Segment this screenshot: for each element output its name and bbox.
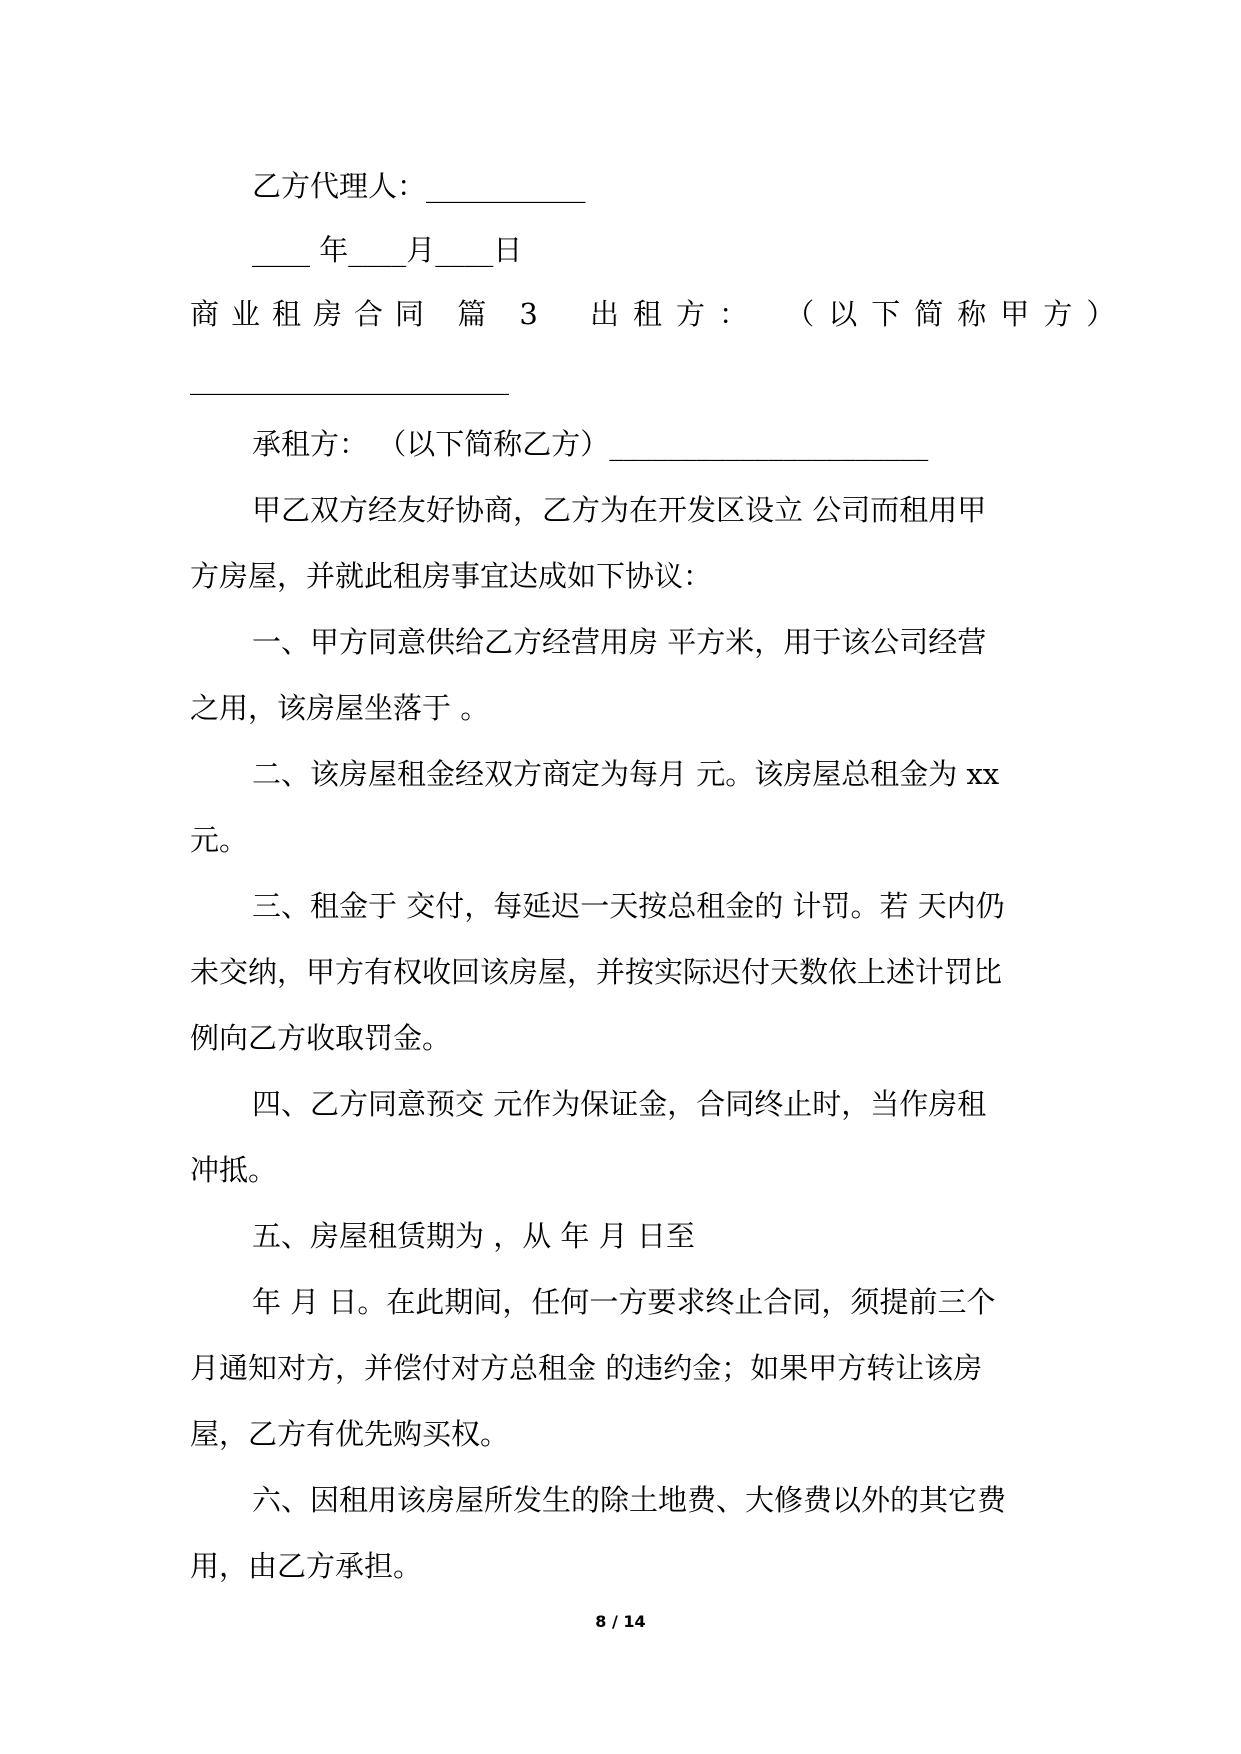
intro-line-1: 甲乙双方经友好协商，乙方为在开发区设立 公司而租用甲 xyxy=(252,493,987,527)
clause-5-line-2: 年 月 日。在此期间，任何一方要求终止合同，须提前三个 xyxy=(252,1285,996,1319)
date-line: ____ 年____月____日 xyxy=(252,233,523,267)
clause-3-line-1: 三、租金于 交付，每延迟一天按总租金的 计罚。若 天内仍 xyxy=(252,889,1005,923)
lessor-label: 出租方： （以下简称甲方） xyxy=(590,297,1130,331)
contract-title: 商业租房合同 篇 3 xyxy=(190,297,550,331)
intro-line-2: 方房屋，并就此租房事宜达成如下协议： xyxy=(190,559,713,593)
clause-6-line-2: 用，由乙方承担。 xyxy=(190,1549,423,1583)
lessee-line: 承租方： （以下简称乙方）______________________ xyxy=(252,427,929,461)
page-number: 8 / 14 xyxy=(595,1612,646,1631)
clause-3-line-3: 例向乙方收取罚金。 xyxy=(190,1021,452,1055)
clause-4-line-1: 四、乙方同意预交 元作为保证金，合同终止时，当作房租 xyxy=(252,1087,987,1121)
clause-6-line-1: 六、因租用该房屋所发生的除土地费、大修费以外的其它费 xyxy=(252,1483,1007,1517)
clause-2-line-2: 元。 xyxy=(190,823,249,857)
clause-5-line-3: 月通知对方，并偿付对方总租金 的违约金；如果甲方转让该房 xyxy=(190,1351,983,1385)
clause-2-line-1: 二、该房屋租金经双方商定为每月 元。该房屋总租金为 xx xyxy=(252,757,1000,791)
clause-4-line-2: 冲抵。 xyxy=(190,1153,278,1187)
agent-line: 乙方代理人：___________ xyxy=(252,169,586,203)
lessor-blank: ______________________ xyxy=(190,361,509,395)
clause-5-line-1: 五、房屋租赁期为 ，从 年 月 日至 xyxy=(252,1219,695,1253)
clause-3-line-2: 未交纳，甲方有权收回该房屋，并按实际迟付天数依上述计罚比 xyxy=(190,955,1003,989)
clause-1-line-1: 一、甲方同意供给乙方经营用房 平方米，用于该公司经营 xyxy=(252,625,987,659)
clause-1-line-2: 之用，该房屋坐落于 。 xyxy=(190,691,490,725)
clause-5-line-4: 屋，乙方有优先购买权。 xyxy=(190,1417,510,1451)
